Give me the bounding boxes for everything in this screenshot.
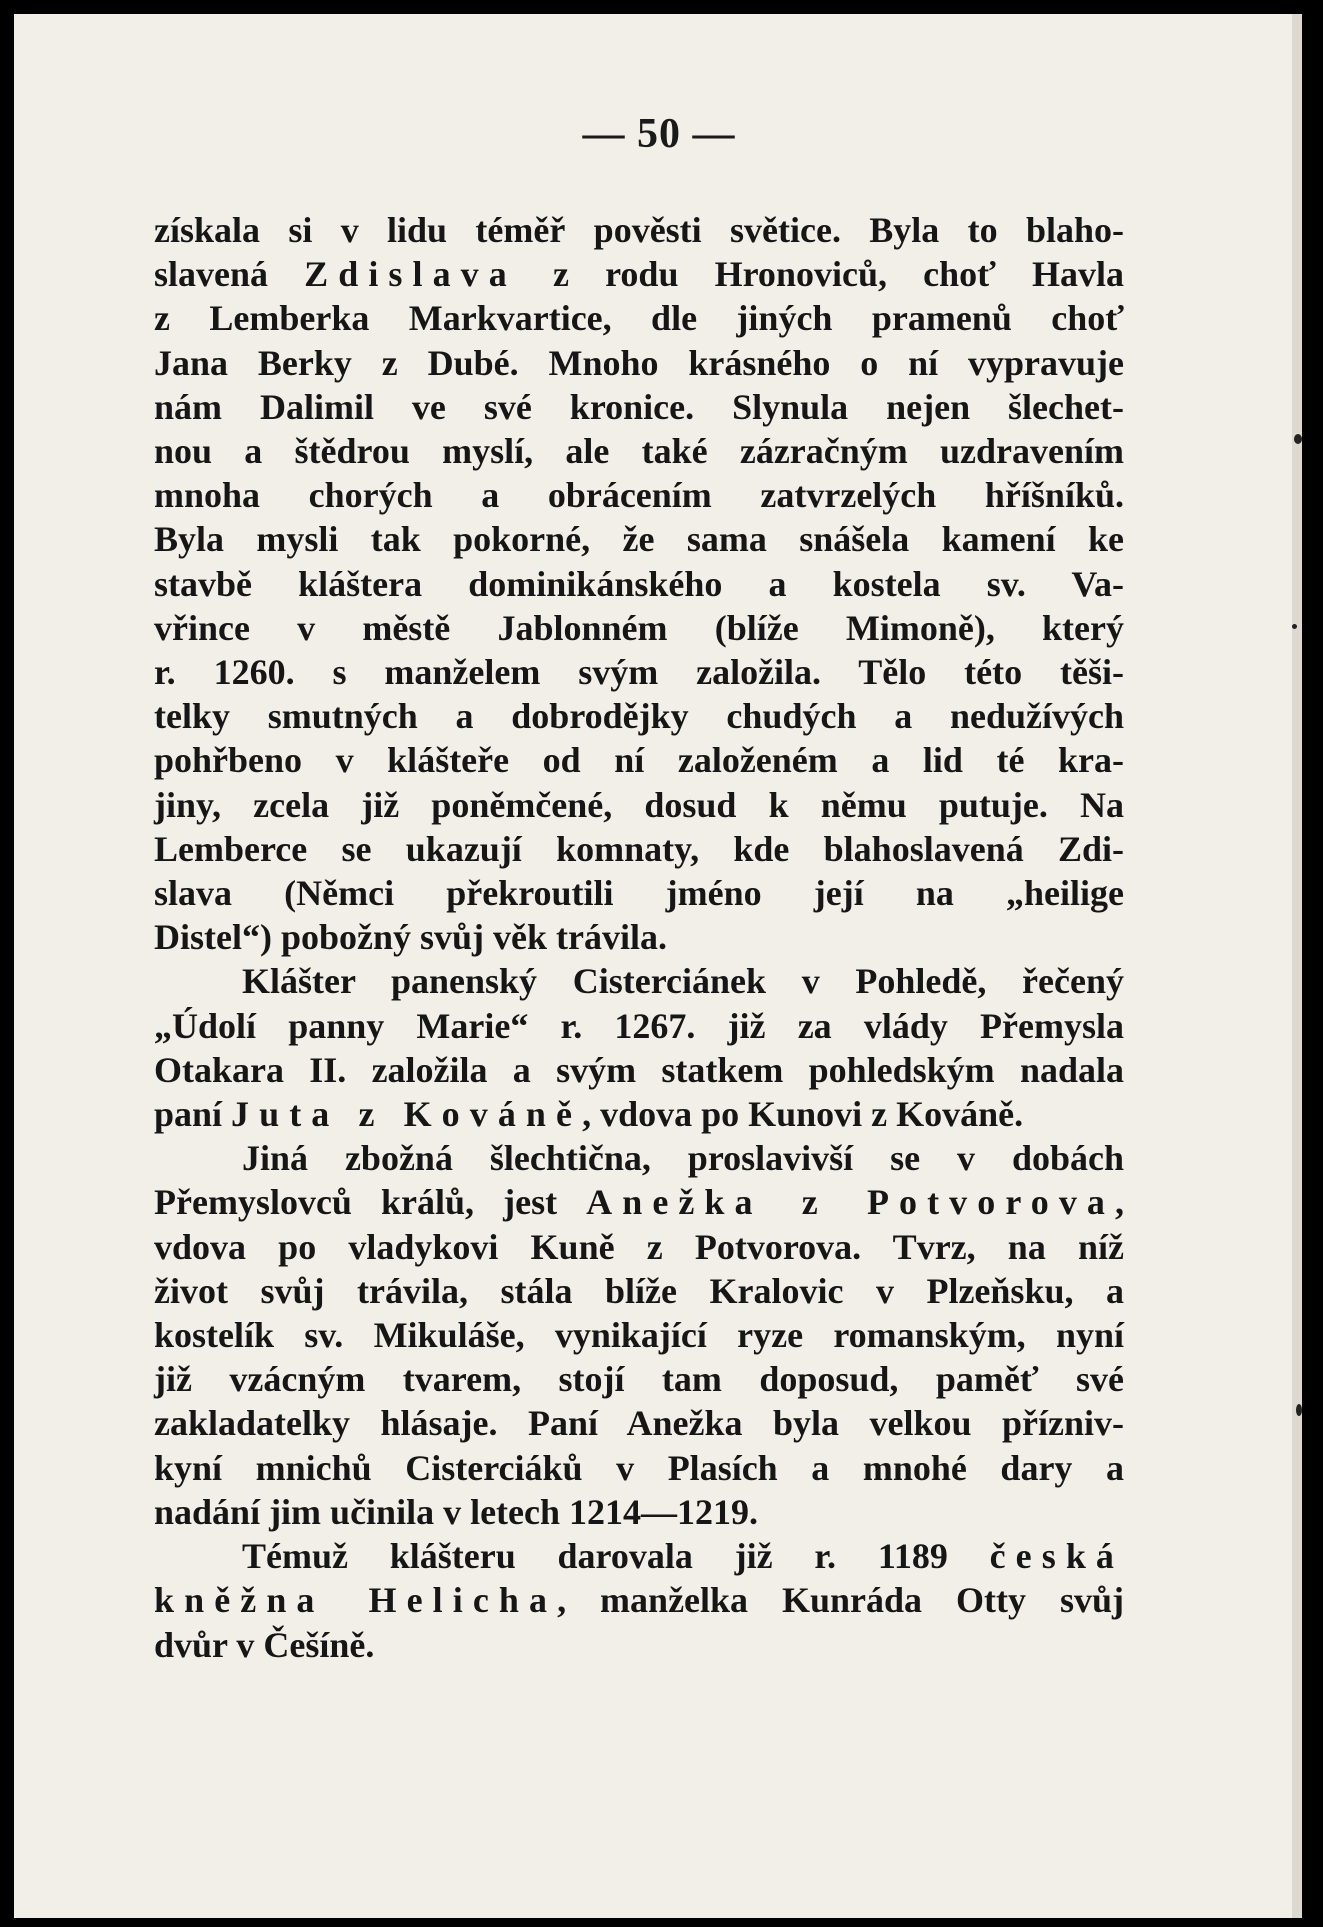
text-line — [154, 1004, 1124, 1048]
text-segment: dvůr v Češíně. — [154, 1624, 375, 1665]
text-segment: pohřbeno v klášteře od ní založeném a lid té kra- — [154, 740, 1124, 781]
text-line — [154, 429, 1124, 473]
book-page — [14, 14, 1302, 1918]
text-line — [154, 252, 1124, 296]
text-line — [154, 1357, 1124, 1401]
text-line — [154, 562, 1124, 606]
text-line — [154, 341, 1124, 385]
text-line — [154, 1578, 1124, 1622]
text-segment: již vzácným tvarem, stojí tam doposud, paměť své — [154, 1359, 1124, 1400]
text-segment: život svůj trávila, stála blíže Kralovic v Plzeňsku, a — [154, 1270, 1124, 1311]
text-line — [154, 694, 1124, 738]
text-segment: Témuž klášteru darovala již r. 1189 — [242, 1536, 990, 1577]
text-segment: Lemberce se ukazují komnaty, kde blahoslavená Zdi- — [154, 828, 1124, 869]
text-line — [154, 915, 1124, 959]
text-line — [154, 1225, 1124, 1269]
text-segment: Jana Berky z Dubé. Mnoho krásného o ní vypravuje — [154, 342, 1124, 383]
page-edge-shadow — [1292, 14, 1302, 1918]
text-line — [154, 1048, 1124, 1092]
text-segment: Klášter panenský Cisterciánek v Pohledě, řečený — [242, 961, 1124, 1002]
text-segment: z rodu Hronoviců, choť Havla — [516, 254, 1124, 295]
text-segment: slavená — [154, 254, 305, 295]
text-line — [154, 606, 1124, 650]
print-speck — [1296, 1404, 1302, 1416]
text-segment: „Údolí panny Marie“ r. 1267. již za vlády Přemysla — [154, 1005, 1124, 1046]
text-segment: zakladatelky hlásaje. Paní Anežka byla velkou přízniv- — [154, 1403, 1124, 1444]
text-line — [154, 1446, 1124, 1490]
text-segment: stavbě kláštera dominikánského a kostela sv. Va- — [154, 563, 1124, 604]
text-line — [154, 959, 1124, 1003]
text-line — [154, 738, 1124, 782]
text-line — [154, 1269, 1124, 1313]
text-segment: kostelík sv. Mikuláše, vynikající ryze romanským, nyní — [154, 1315, 1124, 1356]
text-line — [154, 1313, 1124, 1357]
text-line — [154, 1490, 1124, 1534]
text-segment: nadání jim učinila v letech 1214—1219. — [154, 1491, 759, 1532]
text-line — [154, 650, 1124, 694]
text-segment: jiny, zcela již poněmčené, dosud k němu putuje. Na — [154, 784, 1124, 825]
text-line — [154, 1623, 1124, 1667]
print-speck — [1292, 624, 1297, 629]
spaced-name: Anežka z Potvorova — [586, 1182, 1115, 1223]
text-segment: Přemyslovců králů, jest — [154, 1182, 587, 1223]
text-line — [154, 1401, 1124, 1445]
page-number-header: — 50 — — [582, 111, 736, 157]
spaced-name: Zdislava — [304, 254, 517, 295]
text-segment: slava (Němci překroutili jméno její na „heilige — [154, 873, 1124, 914]
body-text — [154, 208, 1124, 1667]
text-line — [154, 1136, 1124, 1180]
text-segment: mnoha chorých a obrácením zatvrzelých hříšníků. — [154, 475, 1124, 516]
text-segment: , vdova po Kunovi z Kováně. — [582, 1094, 1024, 1135]
print-speck — [1294, 434, 1302, 444]
text-segment: získala si v lidu téměř pověsti světice. Byla to blaho- — [154, 210, 1124, 250]
text-segment: paní — [154, 1094, 232, 1135]
text-segment: nou a štědrou myslí, ale také zázračným uzdravením — [154, 431, 1124, 472]
text-line — [154, 385, 1124, 429]
text-segment: z Lemberka Markvartice, dle jiných pramenů choť — [154, 298, 1124, 339]
text-segment: telky smutných a dobrodějky chudých a nedužívých — [154, 696, 1124, 737]
spaced-name: kněžna Helicha — [154, 1580, 558, 1621]
spaced-name: Juta z Kováně — [231, 1094, 583, 1135]
text-line — [154, 871, 1124, 915]
text-line — [154, 1534, 1124, 1578]
text-segment: Byla mysli tak pokorné, že sama snášela kamení ke — [154, 519, 1124, 560]
text-segment: kyní mnichů Cisterciáků v Plasích a mnohé dary a — [154, 1447, 1124, 1488]
text-line — [154, 827, 1124, 871]
spaced-name: česká — [989, 1536, 1124, 1577]
text-line — [154, 783, 1124, 827]
text-line — [154, 1180, 1124, 1224]
text-segment: , — [1115, 1182, 1124, 1223]
text-line — [154, 473, 1124, 517]
text-segment: nám Dalimil ve své kronice. Slynula nejen šlechet- — [154, 386, 1124, 427]
text-segment: vřince v městě Jablonném (blíže Mimoně), který — [154, 607, 1124, 648]
text-segment: Otakara II. založila a svým statkem pohledským nadala — [154, 1049, 1124, 1090]
text-segment: vdova po vladykovi Kuně z Potvorova. Tvrz, na níž — [154, 1226, 1124, 1267]
text-segment: Distel“) pobožný svůj věk trávila. — [154, 917, 667, 958]
text-segment: , manželka Kunráda Otty svůj — [557, 1580, 1124, 1621]
text-line — [154, 296, 1124, 340]
text-segment: Jiná zbožná šlechtična, proslavivší se v dobách — [242, 1138, 1124, 1179]
text-line — [154, 1092, 1124, 1136]
text-segment: r. 1260. s manželem svým založila. Tělo této těši- — [154, 652, 1124, 693]
text-line — [154, 208, 1124, 252]
text-line — [154, 517, 1124, 561]
